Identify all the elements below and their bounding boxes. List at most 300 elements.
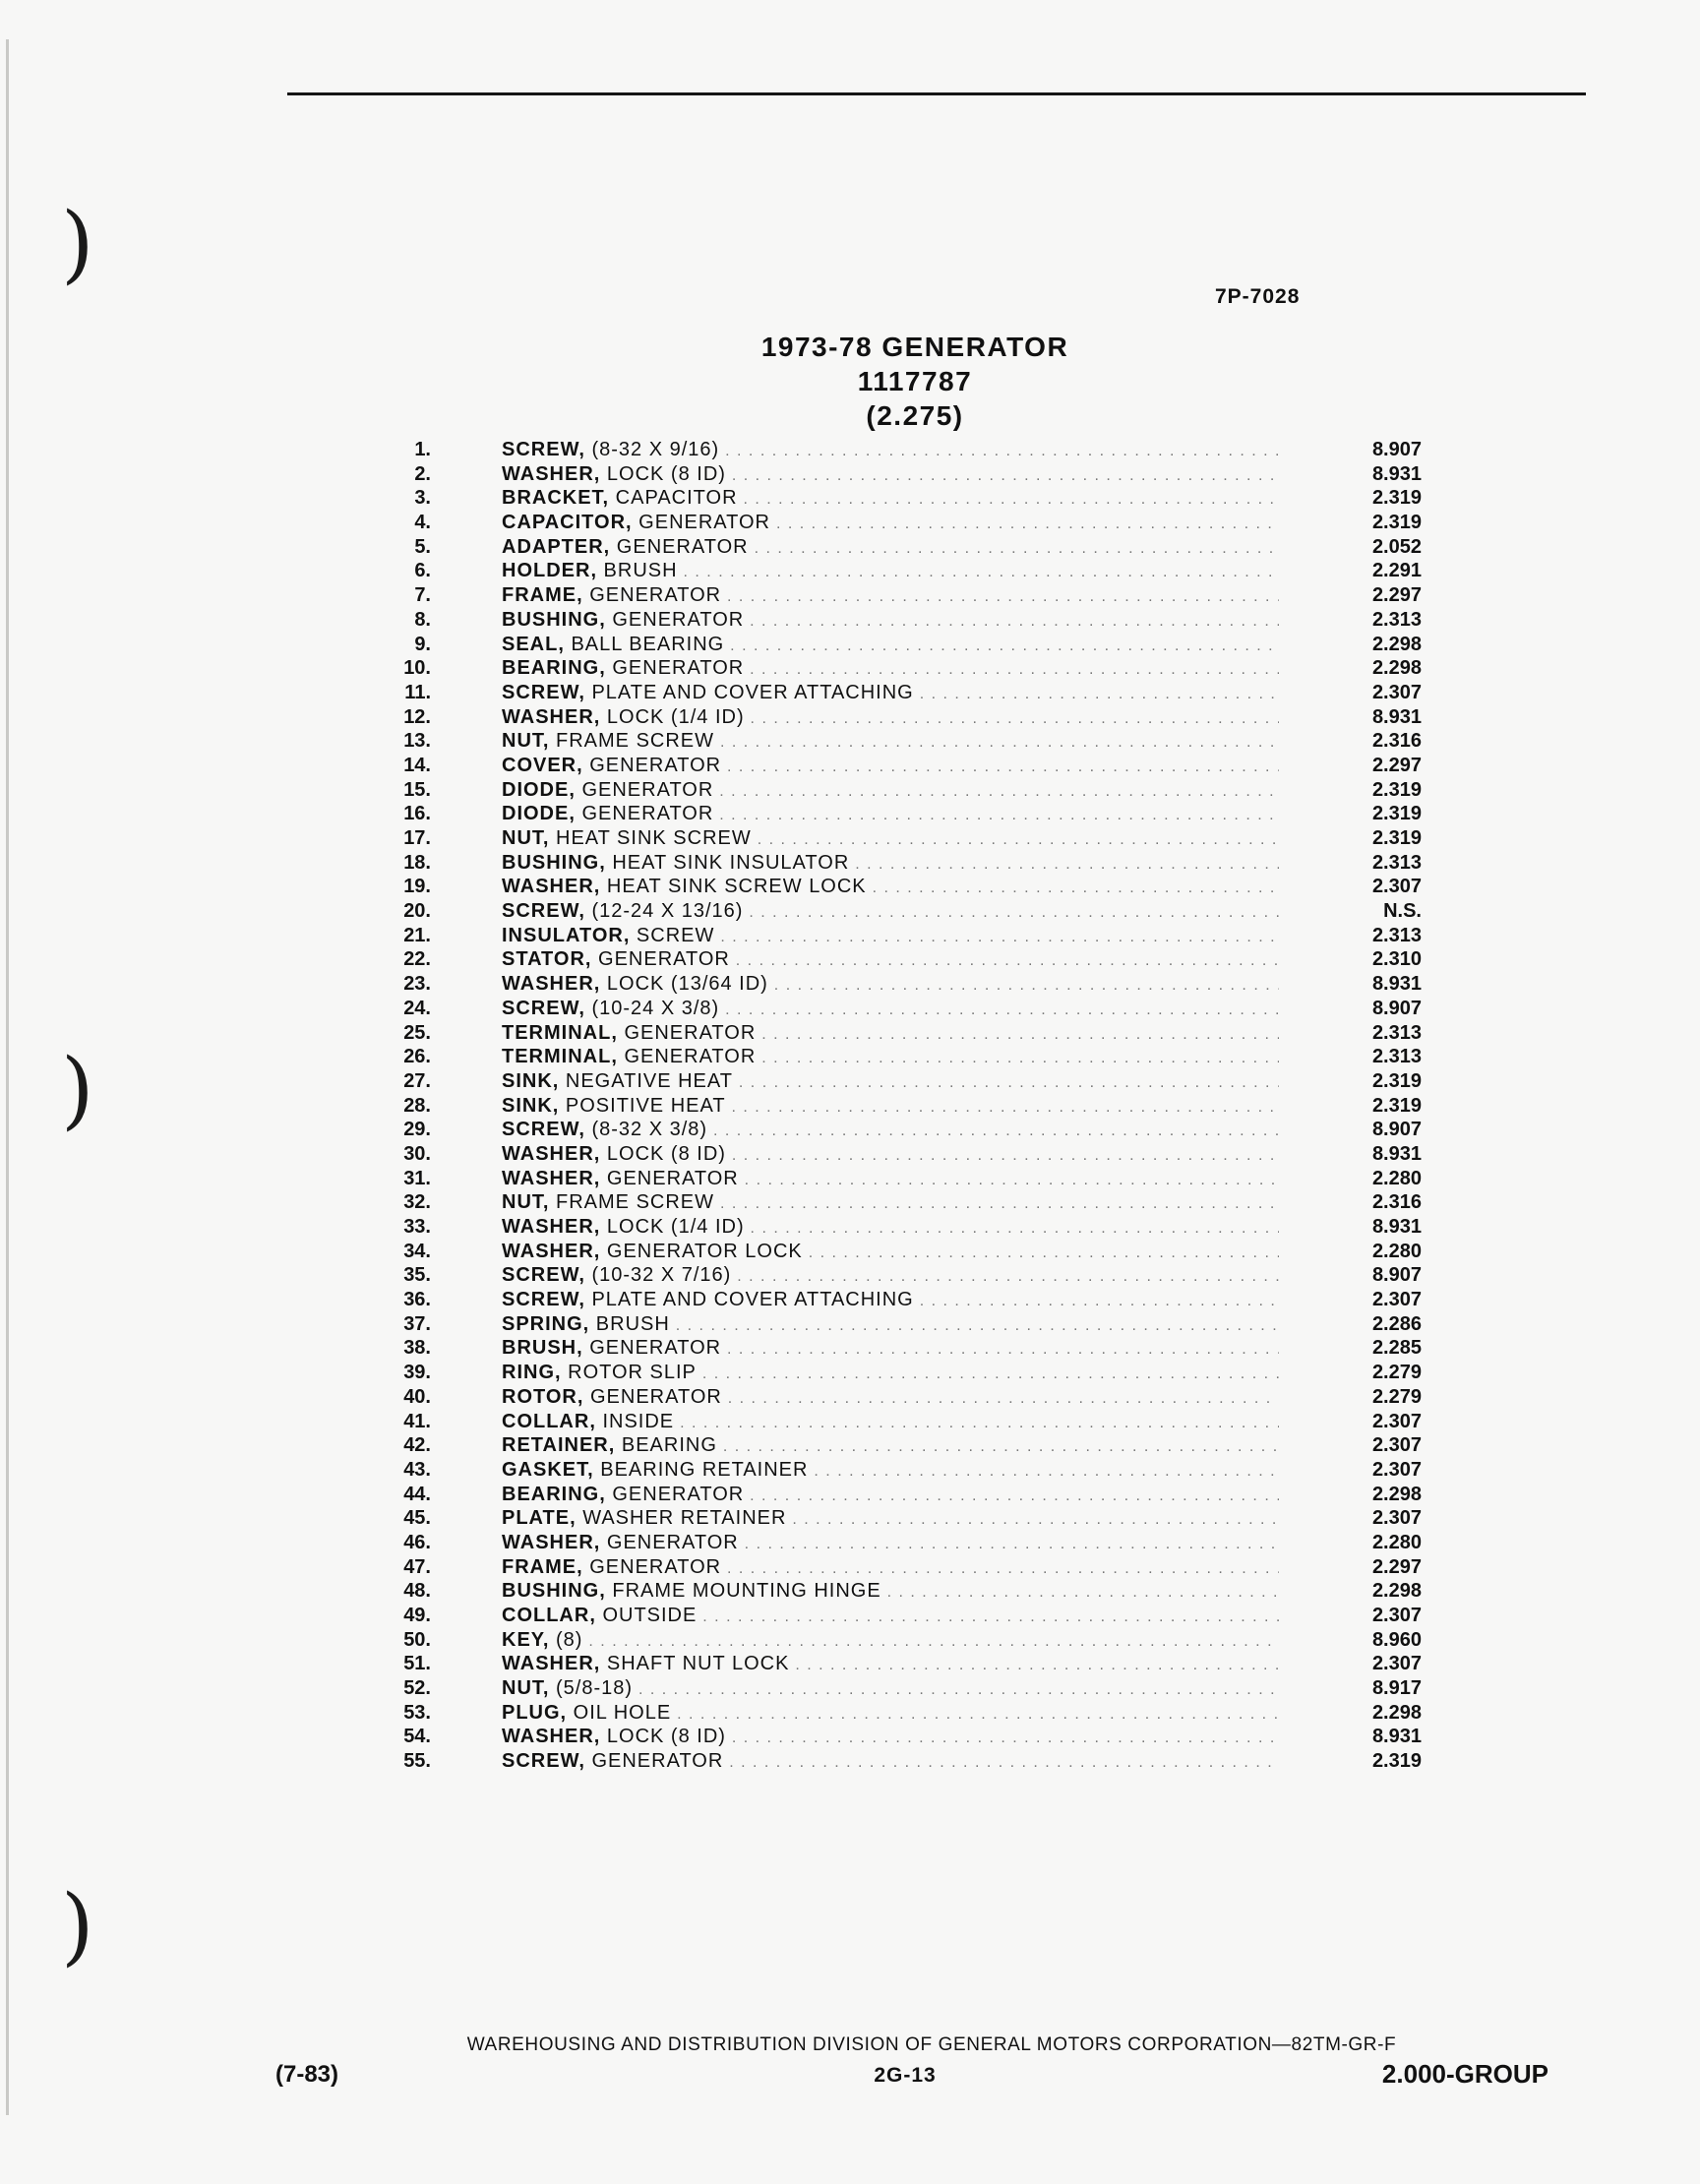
part-description <box>502 1288 1279 1314</box>
part-item-number: 3. <box>414 487 431 510</box>
part-group-reference: 2.307 <box>1371 1653 1422 1675</box>
part-detail: SHAFT NUT LOCK <box>600 1653 790 1675</box>
part-description <box>502 608 1279 635</box>
part-detail: FRAME SCREW <box>549 730 715 753</box>
part-group-reference: 8.907 <box>1371 997 1422 1019</box>
part-detail: GENERATOR <box>582 584 722 607</box>
part-item-number: 6. <box>414 560 431 582</box>
part-description <box>502 535 1279 562</box>
part-row <box>389 1069 1422 1094</box>
part-group-reference: 2.316 <box>1371 730 1422 753</box>
part-group-reference: 8.960 <box>1371 1628 1422 1651</box>
part-name: WASHER, <box>502 1142 601 1165</box>
part-description <box>502 1483 1279 1509</box>
part-name: WASHER, <box>502 1726 601 1748</box>
part-description <box>502 754 1279 780</box>
part-description <box>502 1458 1279 1485</box>
part-item-number: 28. <box>403 1094 431 1117</box>
part-row <box>389 1142 1422 1167</box>
part-detail: BEARING RETAINER <box>593 1458 809 1481</box>
part-description <box>502 1069 1279 1096</box>
part-group-reference: 2.291 <box>1371 560 1422 582</box>
part-group-reference: 2.319 <box>1371 1750 1422 1773</box>
part-name: RETAINER, <box>502 1434 616 1457</box>
part-description <box>502 1749 1279 1776</box>
part-group-reference: 8.907 <box>1371 439 1422 460</box>
part-description <box>502 972 1279 999</box>
parts-list <box>389 438 1422 1774</box>
part-group-reference: 2.319 <box>1371 487 1422 510</box>
part-detail: LOCK (8 ID) <box>600 1726 726 1748</box>
part-group-reference: 2.307 <box>1371 1458 1422 1481</box>
part-detail: OIL HOLE <box>567 1701 672 1724</box>
part-item-number: 5. <box>414 535 431 558</box>
part-row <box>389 462 1422 487</box>
part-row <box>389 559 1422 583</box>
part-row <box>389 1336 1422 1361</box>
part-group-reference: 2.297 <box>1371 1555 1422 1578</box>
part-description <box>502 851 1279 878</box>
part-description <box>502 1433 1279 1460</box>
part-item-number: 29. <box>403 1119 431 1141</box>
part-name: KEY, <box>502 1628 550 1651</box>
part-row <box>389 1676 1422 1701</box>
part-item-number: 45. <box>403 1507 431 1530</box>
part-name: SCREW, <box>502 1750 585 1773</box>
part-name: SEAL, <box>502 633 565 655</box>
part-name: SCREW, <box>502 1289 585 1311</box>
part-group-reference: 2.307 <box>1371 1289 1422 1311</box>
part-description <box>502 1531 1279 1557</box>
part-item-number: 9. <box>414 633 431 655</box>
part-detail: GENERATOR <box>617 1046 757 1068</box>
part-description <box>502 559 1279 585</box>
part-group-reference: 2.285 <box>1371 1337 1422 1360</box>
part-name: BUSHING, <box>502 608 606 631</box>
part-row <box>389 1288 1422 1312</box>
part-row <box>389 511 1422 535</box>
part-name: COLLAR, <box>502 1410 596 1432</box>
part-group-reference: 2.280 <box>1371 1531 1422 1553</box>
part-item-number: 43. <box>403 1458 431 1481</box>
part-row <box>389 633 1422 657</box>
part-description <box>502 1021 1279 1048</box>
part-description <box>502 1045 1279 1071</box>
part-row <box>389 1094 1422 1119</box>
part-description <box>502 1215 1279 1242</box>
part-item-number: 18. <box>403 851 431 874</box>
part-group-reference: 2.298 <box>1371 633 1422 655</box>
part-detail: GENERATOR LOCK <box>600 1240 803 1262</box>
part-description <box>502 1190 1279 1217</box>
part-group-reference: 2.319 <box>1371 512 1422 534</box>
part-item-number: 37. <box>403 1312 431 1335</box>
part-name: BEARING, <box>502 1483 606 1505</box>
part-detail: GENERATOR <box>605 657 745 680</box>
part-item-number: 23. <box>403 973 431 996</box>
footer-group: 2.000-GROUP <box>1381 2059 1548 2089</box>
part-item-number: 51. <box>403 1653 431 1675</box>
part-item-number: 36. <box>403 1289 431 1311</box>
part-item-number: 1. <box>414 439 431 460</box>
part-description <box>502 1312 1279 1339</box>
part-description <box>502 1410 1279 1436</box>
part-name: BUSHING, <box>502 851 606 874</box>
part-name: SCREW, <box>502 997 585 1019</box>
part-name: GASKET, <box>502 1458 594 1481</box>
part-detail: WASHER RETAINER <box>576 1507 787 1530</box>
part-description <box>502 947 1279 974</box>
part-description <box>502 681 1279 707</box>
part-row <box>389 486 1422 511</box>
part-description <box>502 1167 1279 1193</box>
part-row <box>389 1725 1422 1749</box>
part-item-number: 12. <box>403 705 431 728</box>
part-detail: GENERATOR <box>582 1337 722 1360</box>
part-name: ROTOR, <box>502 1385 584 1408</box>
part-item-number: 52. <box>403 1677 431 1700</box>
part-detail: (10-32 X 7/16) <box>584 1264 732 1287</box>
part-detail: GENERATOR <box>632 512 770 534</box>
part-name: SCREW, <box>502 1119 585 1141</box>
part-name: ADAPTER, <box>502 535 611 558</box>
part-item-number: 54. <box>403 1726 431 1748</box>
part-item-number: 17. <box>403 827 431 849</box>
part-group-reference: 2.279 <box>1371 1362 1422 1384</box>
part-description <box>502 1336 1279 1363</box>
part-name: SPRING, <box>502 1312 590 1335</box>
part-row <box>389 535 1422 560</box>
part-description <box>502 997 1279 1023</box>
part-name: DIODE, <box>502 778 576 801</box>
part-row <box>389 1701 1422 1726</box>
part-detail: HEAT SINK INSULATOR <box>605 851 850 874</box>
part-description <box>502 1676 1279 1703</box>
part-detail: POSITIVE HEAT <box>559 1094 726 1117</box>
part-name: SCREW, <box>502 681 585 703</box>
part-name: COLLAR, <box>502 1605 596 1626</box>
part-row <box>389 1045 1422 1069</box>
part-item-number: 44. <box>403 1483 431 1505</box>
part-detail: GENERATOR <box>610 535 749 558</box>
part-item-number: 42. <box>403 1434 431 1457</box>
part-row <box>389 681 1422 705</box>
part-description <box>502 1628 1279 1655</box>
part-item-number: 7. <box>414 584 431 607</box>
part-name: NUT, <box>502 1677 550 1700</box>
part-group-reference: 8.931 <box>1371 462 1422 485</box>
part-detail: (8-32 X 9/16) <box>584 439 720 460</box>
part-description <box>502 924 1279 950</box>
part-group-reference: 2.297 <box>1371 584 1422 607</box>
part-group-reference: 8.931 <box>1371 1142 1422 1165</box>
part-row <box>389 778 1422 803</box>
part-row <box>389 924 1422 948</box>
part-row <box>389 656 1422 681</box>
part-detail: LOCK (1/4 ID) <box>600 705 745 728</box>
part-description <box>502 633 1279 659</box>
part-detail: (8-32 X 3/8) <box>584 1119 708 1141</box>
part-item-number: 16. <box>403 803 431 825</box>
part-item-number: 27. <box>403 1069 431 1092</box>
part-detail: SCREW <box>630 924 715 946</box>
part-group-reference: 2.280 <box>1371 1240 1422 1262</box>
document-id: 7P-7028 <box>1215 285 1301 308</box>
part-description <box>502 1701 1279 1728</box>
part-group-reference: 8.907 <box>1371 1264 1422 1287</box>
part-description <box>502 802 1279 828</box>
part-group-reference: 8.907 <box>1371 1119 1422 1141</box>
part-row <box>389 438 1422 462</box>
part-item-number: 13. <box>403 730 431 753</box>
part-group-reference: 2.319 <box>1371 778 1422 801</box>
part-item-number: 33. <box>403 1216 431 1238</box>
part-group-reference: 2.286 <box>1371 1312 1422 1335</box>
part-row <box>389 1312 1422 1337</box>
part-group-reference: 8.931 <box>1371 1726 1422 1748</box>
part-row <box>389 705 1422 730</box>
part-detail: HEAT SINK SCREW <box>549 827 752 849</box>
part-row <box>389 1458 1422 1483</box>
part-detail: GENERATOR <box>600 1167 739 1189</box>
part-group-reference: 2.298 <box>1371 1483 1422 1505</box>
part-row <box>389 1021 1422 1046</box>
part-group-reference: 2.307 <box>1371 1507 1422 1530</box>
part-group-reference: 8.931 <box>1371 705 1422 728</box>
part-row <box>389 826 1422 851</box>
part-detail: GENERATOR <box>591 948 730 971</box>
part-description <box>502 1094 1279 1121</box>
part-row <box>389 1215 1422 1240</box>
part-group-reference: 2.307 <box>1371 1410 1422 1432</box>
part-number: 1117787 <box>857 366 973 396</box>
part-row <box>389 1263 1422 1288</box>
part-detail: CAPACITOR <box>609 487 738 510</box>
part-item-number: 32. <box>403 1191 431 1214</box>
part-row <box>389 1531 1422 1555</box>
part-item-number: 31. <box>403 1167 431 1189</box>
part-name: NUT, <box>502 827 550 849</box>
part-item-number: 39. <box>403 1362 431 1384</box>
part-detail: INSIDE <box>595 1410 675 1432</box>
part-description <box>502 511 1279 537</box>
part-item-number: 4. <box>414 512 431 534</box>
part-detail: (8) <box>549 1628 583 1651</box>
part-detail: OUTSIDE <box>595 1605 698 1626</box>
part-name: NUT, <box>502 730 550 753</box>
part-item-number: 34. <box>403 1240 431 1262</box>
part-detail: (5/8-18) <box>549 1677 634 1700</box>
part-group-reference: 2.307 <box>1371 1434 1422 1457</box>
part-name: WASHER, <box>502 1653 601 1675</box>
title-block <box>689 330 1141 433</box>
part-name: BRACKET, <box>502 487 610 510</box>
part-row <box>389 754 1422 778</box>
part-name: TERMINAL, <box>502 1046 618 1068</box>
page-edge-shadow <box>6 39 9 2115</box>
part-name: SCREW, <box>502 439 585 460</box>
part-name: FRAME, <box>502 584 583 607</box>
part-group-reference: 2.313 <box>1371 1021 1422 1044</box>
part-detail: LOCK (1/4 ID) <box>600 1216 745 1238</box>
page-number: 2G-13 <box>874 2064 937 2087</box>
part-group-reference: N.S. <box>1383 900 1422 923</box>
part-detail: BEARING <box>615 1434 717 1457</box>
part-row <box>389 947 1422 972</box>
part-detail: BALL BEARING <box>564 633 725 655</box>
part-detail: NEGATIVE HEAT <box>559 1069 733 1092</box>
part-name: WASHER, <box>502 462 601 485</box>
part-detail: GENERATOR <box>605 1483 745 1505</box>
part-detail: GENERATOR <box>617 1021 757 1044</box>
footer-corporate-note: WAREHOUSING AND DISTRIBUTION DIVISION OF GENERAL MOTORS CORPORATION—82TM-GR-F <box>466 2034 1397 2055</box>
part-item-number: 53. <box>403 1701 431 1724</box>
part-group-reference: 8.931 <box>1371 1216 1422 1238</box>
part-row <box>389 1118 1422 1142</box>
part-detail: PLATE AND COVER ATTACHING <box>584 1289 914 1311</box>
part-name: COVER, <box>502 754 583 776</box>
part-description <box>502 438 1279 464</box>
part-item-number: 19. <box>403 876 431 898</box>
part-description <box>502 875 1279 901</box>
part-row <box>389 1628 1422 1653</box>
part-group-reference: 2.279 <box>1371 1385 1422 1408</box>
part-detail: BRUSH <box>589 1312 670 1335</box>
part-name: NUT, <box>502 1191 550 1214</box>
part-row <box>389 802 1422 826</box>
part-row <box>389 1555 1422 1580</box>
part-name: RING, <box>502 1362 562 1384</box>
part-group-reference: 2.319 <box>1371 1094 1422 1117</box>
part-description <box>502 1118 1279 1144</box>
part-name: WASHER, <box>502 1531 601 1553</box>
part-row <box>389 1579 1422 1604</box>
part-row <box>389 1167 1422 1191</box>
part-item-number: 26. <box>403 1046 431 1068</box>
part-name: SCREW, <box>502 1264 585 1287</box>
part-name: WASHER, <box>502 1240 601 1262</box>
part-item-number: 20. <box>403 900 431 923</box>
part-item-number: 49. <box>403 1605 431 1626</box>
part-group-reference: 2.313 <box>1371 924 1422 946</box>
part-description <box>502 729 1279 756</box>
part-row <box>389 997 1422 1021</box>
part-detail: FRAME SCREW <box>549 1191 715 1214</box>
binder-hole-mark-middle: ) <box>61 1041 94 1139</box>
part-description <box>502 1385 1279 1412</box>
part-name: PLUG, <box>502 1701 568 1724</box>
part-item-number: 24. <box>403 997 431 1019</box>
group-reference: (2.275) <box>866 400 964 431</box>
part-row <box>389 729 1422 754</box>
part-name: WASHER, <box>502 973 601 996</box>
part-name: WASHER, <box>502 876 601 898</box>
part-row <box>389 972 1422 997</box>
part-item-number: 50. <box>403 1628 431 1651</box>
binder-hole-mark-bottom: ) <box>61 1877 94 1975</box>
part-name: DIODE, <box>502 803 576 825</box>
part-description <box>502 826 1279 853</box>
part-item-number: 25. <box>403 1021 431 1044</box>
part-group-reference: 2.298 <box>1371 1580 1422 1603</box>
part-group-reference: 2.313 <box>1371 1046 1422 1068</box>
part-item-number: 46. <box>403 1531 431 1553</box>
part-group-reference: 8.917 <box>1371 1677 1422 1700</box>
part-description <box>502 1263 1279 1290</box>
part-detail: FRAME MOUNTING HINGE <box>605 1580 881 1603</box>
part-detail: BRUSH <box>597 560 678 582</box>
part-name: FRAME, <box>502 1555 583 1578</box>
part-name: PLATE, <box>502 1507 577 1530</box>
part-group-reference: 2.316 <box>1371 1191 1422 1214</box>
part-name: WASHER, <box>502 1216 601 1238</box>
part-description <box>502 1142 1279 1169</box>
part-item-number: 10. <box>403 657 431 680</box>
part-group-reference: 2.307 <box>1371 681 1422 703</box>
part-item-number: 14. <box>403 754 431 776</box>
part-description <box>502 1604 1279 1630</box>
part-description <box>502 1579 1279 1606</box>
part-detail: LOCK (13/64 ID) <box>600 973 768 996</box>
part-row <box>389 583 1422 608</box>
part-item-number: 48. <box>403 1580 431 1603</box>
part-group-reference: 2.319 <box>1371 827 1422 849</box>
part-detail: (12-24 X 13/16) <box>584 900 744 923</box>
top-rule <box>287 92 1586 95</box>
part-name: STATOR, <box>502 948 592 971</box>
part-group-reference: 2.310 <box>1371 948 1422 971</box>
part-name: SINK, <box>502 1069 560 1092</box>
part-row <box>389 875 1422 899</box>
part-name: SINK, <box>502 1094 560 1117</box>
part-name: SCREW, <box>502 900 585 923</box>
part-row <box>389 1652 1422 1676</box>
part-item-number: 8. <box>414 608 431 631</box>
part-description <box>502 486 1279 513</box>
part-item-number: 55. <box>403 1750 431 1773</box>
part-row <box>389 1361 1422 1385</box>
part-name: BRUSH, <box>502 1337 583 1360</box>
part-group-reference: 2.319 <box>1371 1069 1422 1092</box>
part-name: BEARING, <box>502 657 606 680</box>
part-name: INSULATOR, <box>502 924 631 946</box>
part-detail: GENERATOR <box>583 1385 722 1408</box>
part-detail: GENERATOR <box>582 1555 722 1578</box>
part-row <box>389 1410 1422 1434</box>
binder-hole-mark-top: ) <box>61 195 94 293</box>
part-group-reference: 2.280 <box>1371 1167 1422 1189</box>
part-detail: (10-24 X 3/8) <box>584 997 720 1019</box>
part-group-reference: 2.298 <box>1371 657 1422 680</box>
part-detail: LOCK (8 ID) <box>600 462 726 485</box>
part-group-reference: 2.319 <box>1371 803 1422 825</box>
part-row <box>389 1385 1422 1410</box>
part-item-number: 38. <box>403 1337 431 1360</box>
part-description <box>502 1506 1279 1533</box>
part-group-reference: 8.931 <box>1371 973 1422 996</box>
part-description <box>502 583 1279 610</box>
part-item-number: 40. <box>403 1385 431 1408</box>
part-row <box>389 851 1422 876</box>
part-item-number: 2. <box>414 462 431 485</box>
part-name: WASHER, <box>502 1167 601 1189</box>
part-item-number: 11. <box>404 681 431 703</box>
part-name: HOLDER, <box>502 560 597 582</box>
part-row <box>389 1483 1422 1507</box>
part-description <box>502 656 1279 683</box>
part-detail: GENERATOR <box>584 1750 724 1773</box>
part-row <box>389 1190 1422 1215</box>
